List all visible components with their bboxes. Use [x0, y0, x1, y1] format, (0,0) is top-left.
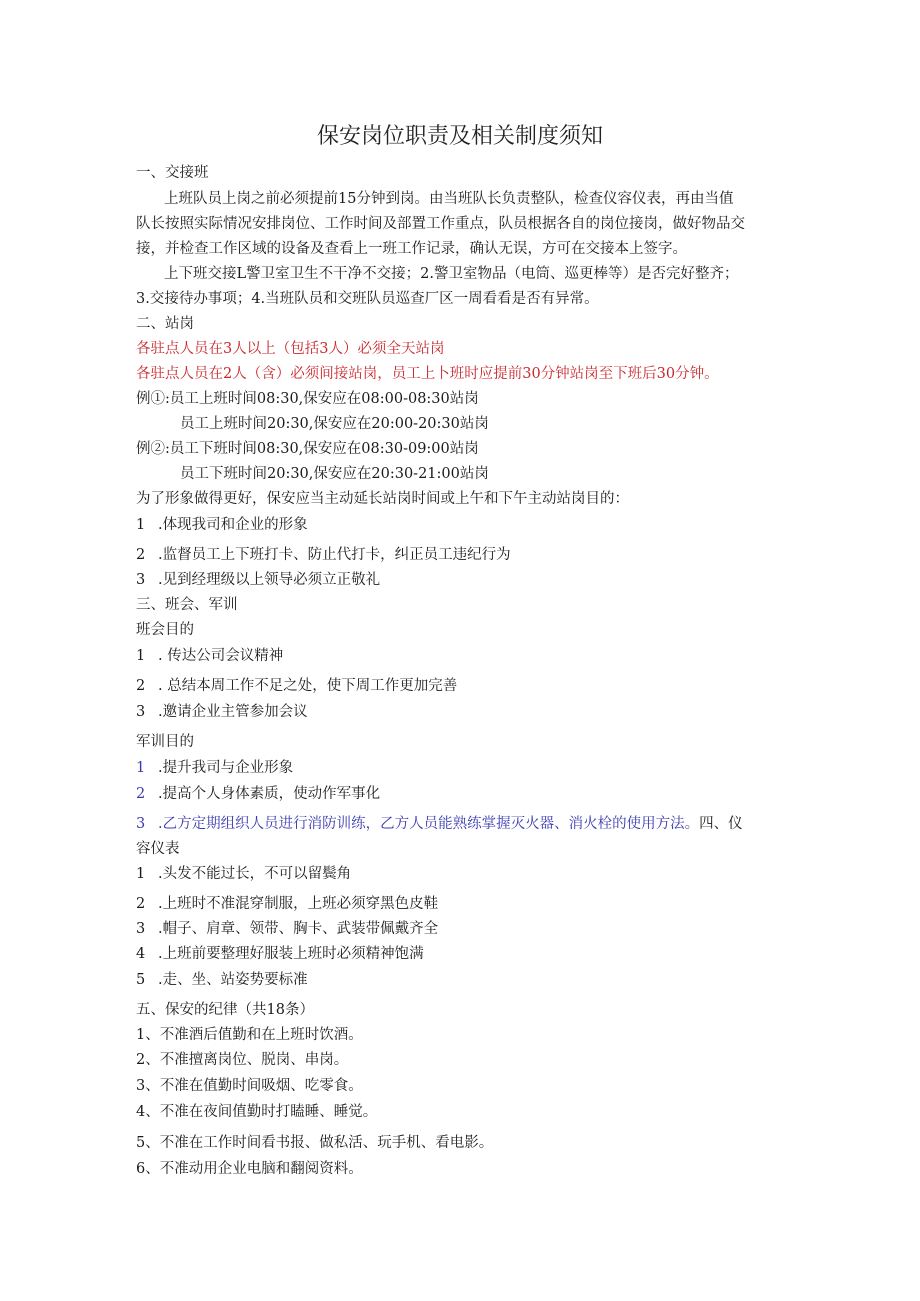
- section-heading-appearance-cont: 容仪表: [136, 841, 180, 857]
- section-heading-discipline: 五、保安的纪律（共18条）: [136, 1002, 314, 1018]
- list-item: [136, 970, 308, 990]
- list-item: [136, 864, 351, 884]
- example-line: 例②:员工下班时间08:30,保安应在08:30-09:00站岗: [136, 441, 479, 457]
- list-number: 1: [136, 760, 146, 776]
- paragraph-line: 上班队员上岗之前必须提前15分钟到岗。由当班队长负责整队，检查仪容仪表，再由当值: [164, 191, 734, 207]
- list-item: [136, 894, 438, 914]
- list-item: [136, 919, 438, 939]
- section-heading-standing-guard: 二、站岗: [136, 316, 194, 332]
- list-item: [136, 758, 293, 778]
- list-number: 2: [136, 896, 146, 912]
- list-number: 2: [136, 678, 146, 694]
- list-text: .帽子、肩章、领带、胸卡、武装带佩戴齐全: [158, 921, 439, 937]
- discipline-item: 6、不准动用企业电脑和翻阅资料。: [136, 1161, 363, 1177]
- list-item: [136, 784, 380, 804]
- list-text: .提升我司与企业形象: [158, 760, 294, 776]
- list-item: [136, 515, 308, 535]
- list-text: . 总结本周工作不足之处，使下周工作更加完善: [158, 678, 458, 694]
- list-number: 3: [136, 704, 146, 720]
- list-item: [136, 545, 511, 565]
- list-number: 2: [136, 786, 146, 802]
- rule-highlight-red: 各驻点人员在3人以上（包括3人）必须全天站岗: [136, 341, 445, 357]
- list-number: 2: [136, 547, 146, 563]
- list-number: 3: [136, 816, 146, 832]
- discipline-item: 1、不准酒后值勤和在上班时饮酒。: [136, 1027, 363, 1043]
- list-number: 3: [136, 572, 146, 588]
- list-item: [136, 944, 424, 964]
- section-heading-handover: 一、交接班: [136, 165, 209, 181]
- rule-highlight-red: 各驻点人员在2人（含）必须间接站岗，员工上卜班时应提前30分钟站岗至下班后30分钟。: [136, 366, 719, 382]
- list-number: 1: [136, 866, 146, 882]
- list-item: [136, 570, 380, 590]
- list-item: [136, 676, 457, 696]
- list-text: .上班前要整理好服装上班时必须精神饱满: [158, 946, 424, 962]
- list-text: .监督员工上下班打卡、防止代打卡，纠正员工违纪行为: [158, 547, 511, 563]
- list-number: 4: [136, 946, 146, 962]
- paragraph-line: 为了形象做得更好，保安应当主动延长站岗时间或上午和下午主动站岗目的：: [136, 491, 629, 507]
- list-text: .走、坐、站姿势要标准: [158, 972, 308, 988]
- paragraph-line: 队长按照实际情况安排岗位、工作时间及部置工作重点，队员根据各自的岗位接岗，做好物品交: [136, 216, 745, 232]
- paragraph-line: 接，并检查工作区域的设备及查看上一班工作记录，确认无误，方可在交接本上签字。: [136, 241, 687, 257]
- list-number: 3: [136, 921, 146, 937]
- subheading-meeting: 班会目的: [136, 622, 194, 638]
- section-heading-appearance: 四、仪: [699, 816, 743, 832]
- paragraph-line: 3.交接待办事项；4.当班队员和交班队员巡查厂区一周看看是否有异常。: [136, 291, 599, 307]
- list-item: [136, 702, 308, 722]
- list-number: 5: [136, 972, 146, 988]
- list-text-blue: .乙方定期组织人员进行消防训练，乙方人员能熟练掌握灭火器、消火栓的使用方法。: [158, 816, 700, 832]
- example-line: 员工下班时间20:30,保安应在20:30-21:00站岗: [180, 466, 489, 482]
- subheading-training: 军训目的: [136, 734, 194, 750]
- list-item: [136, 646, 283, 666]
- page-title: 保安岗位职责及相关制度须知: [316, 124, 603, 149]
- list-text: .上班时不准混穿制服，上班必须穿黑色皮鞋: [158, 896, 439, 912]
- discipline-item: 4、不准在夜间值勤时打瞌睡、睡觉。: [136, 1104, 378, 1120]
- section-heading-meeting-training: 三、班会、军训: [136, 597, 238, 613]
- example-line: 例①:员工上班时间08:30,保安应在08:00-08:30站岗: [136, 391, 479, 407]
- list-number: 1: [136, 517, 146, 533]
- discipline-item: 3、不准在值勤时间吸烟、吃零食。: [136, 1078, 363, 1094]
- list-text: .提高个人身体素质，使动作军事化: [158, 786, 381, 802]
- list-text: .见到经理级以上领导必须立正敬礼: [158, 572, 381, 588]
- list-text: .体现我司和企业的形象: [158, 517, 308, 533]
- list-number: 1: [136, 648, 146, 664]
- list-text: .头发不能过长，不可以留鬓角: [158, 866, 352, 882]
- paragraph-line: 上下班交接L警卫室卫生不干净不交接；2.警卫室物品（电筒、巡更棒等）是否完好整齐；: [164, 266, 739, 282]
- list-text: . 传达公司会议精神: [158, 648, 284, 664]
- example-line: 员工上班时间20:30,保安应在20:00-20:30站岗: [180, 416, 489, 432]
- discipline-item: 2、不准擅离岗位、脱岗、串岗。: [136, 1052, 349, 1068]
- list-text: .邀请企业主管参加会议: [158, 704, 308, 720]
- list-item: [136, 814, 743, 834]
- discipline-item: 5、不准在工作时间看书报、做私活、玩手机、看电影。: [136, 1135, 494, 1151]
